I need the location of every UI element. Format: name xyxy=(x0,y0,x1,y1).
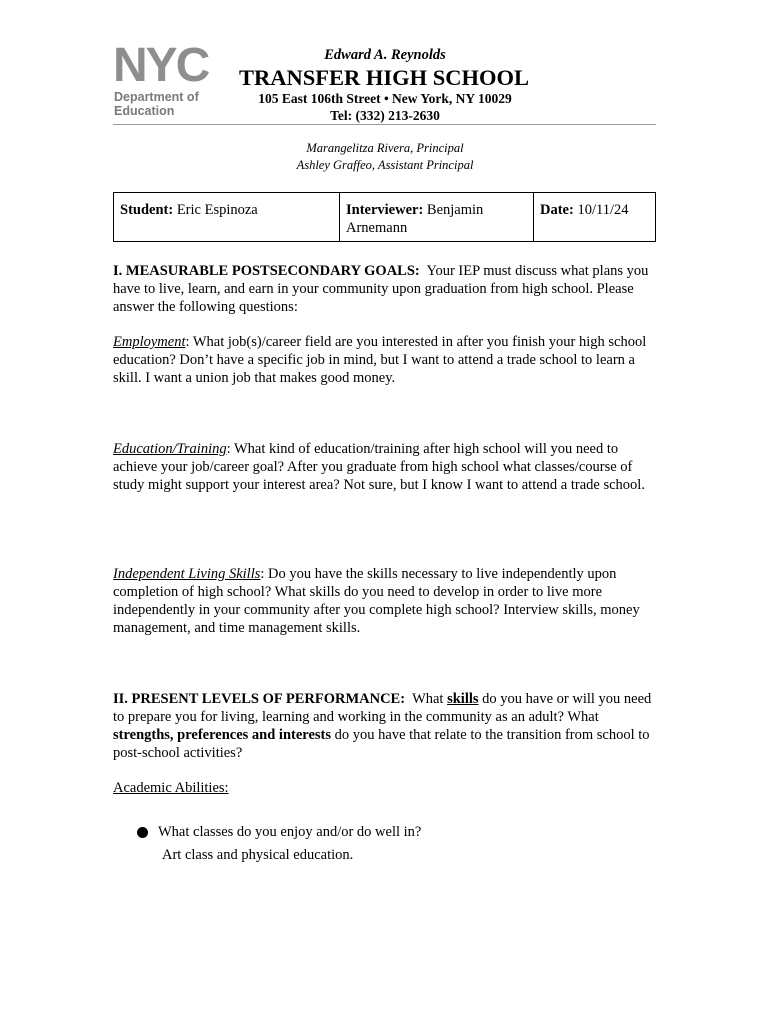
bullet-question: What classes do you enjoy and/or do well in? xyxy=(158,824,422,840)
section1-intro-paragraph xyxy=(113,262,658,316)
section1-heading: I. MEASURABLE POSTSECONDARY GOALS: xyxy=(113,263,420,279)
school-subtitle: Edward A. Reynolds xyxy=(324,47,446,63)
logo-dept-line1: Department of xyxy=(114,90,199,104)
nyc-doe-logo xyxy=(113,39,231,120)
education-text: : What kind of education/training after high school will you need to achieve your job/career goal? After you graduate from high school what classes/course of study might support your interest area? Not sure, but I know I want to attend a trade school. xyxy=(113,441,645,493)
logo-nyc-text: NYC xyxy=(113,39,209,92)
living-skills-label: Independent Living Skills xyxy=(113,566,261,582)
living-skills-text: : Do you have the skills necessary to live independently upon completion of high school? What skills do you need to develop in order to live more independently in your community after you complete high school? Interview skills, money management, and time management skills. xyxy=(113,566,640,636)
logo-dept-line2: Education xyxy=(114,104,175,118)
date-label: Date: xyxy=(540,202,574,218)
interviewer-cell xyxy=(339,193,533,241)
date-value: 10/11/24 xyxy=(577,202,629,218)
bullet-icon xyxy=(137,827,148,838)
principal: Marangelitza Rivera, Principal xyxy=(306,141,464,155)
section2-text-b: do you have or will you need to prepare you for living, learning and working in the community as an adult? What xyxy=(113,691,652,725)
skills-word: skills xyxy=(447,691,479,707)
school-tel: Tel: (332) 213-2630 xyxy=(330,108,440,123)
student-info-table xyxy=(113,192,656,242)
living-skills-paragraph xyxy=(113,565,658,637)
student-value: Eric Espinoza xyxy=(176,202,258,218)
school-name: TRANSFER HIGH SCHOOL xyxy=(238,65,530,90)
bullet-answer: Art class and physical education. xyxy=(162,847,354,863)
section2-text-c: do you have that relate to the transition from school to post-school activities? xyxy=(113,727,650,761)
assistant-principal: Ashley Graffeo, Assistant Principal xyxy=(296,158,474,172)
date-cell xyxy=(533,193,655,241)
section2-text-a: What xyxy=(412,691,444,707)
strengths-phrase: strengths, preferences and interests xyxy=(113,727,332,743)
school-address: 105 East 106th Street • New York, NY 10029 xyxy=(258,91,512,106)
education-label: Education/Training xyxy=(113,441,227,457)
academic-abilities-label: Academic Abilities: xyxy=(113,780,229,796)
section2-paragraph xyxy=(113,690,658,762)
student-cell xyxy=(114,193,339,241)
section2-heading: II. PRESENT LEVELS OF PERFORMANCE: xyxy=(113,691,406,707)
employment-text: : What job(s)/career field are you interested in after you finish your high school education? Don’t have a specific job in mind, but I want to attend a trade school to learn a skill. I want a union job that makes good money. xyxy=(113,334,647,386)
interviewer-value: Benjamin Arnemann xyxy=(346,202,484,236)
student-label: Student: xyxy=(120,202,174,218)
header-divider xyxy=(113,124,656,125)
employment-paragraph xyxy=(113,333,658,387)
section1-intro: Your IEP must discuss what plans you have to live, learn, and earn in your community upon graduation from high school. Please answer the following questions: xyxy=(113,263,649,315)
employment-label: Employment xyxy=(113,334,186,350)
education-paragraph xyxy=(113,440,658,494)
logo-dept-text xyxy=(114,90,199,118)
interviewer-label: Interviewer: xyxy=(346,202,424,218)
